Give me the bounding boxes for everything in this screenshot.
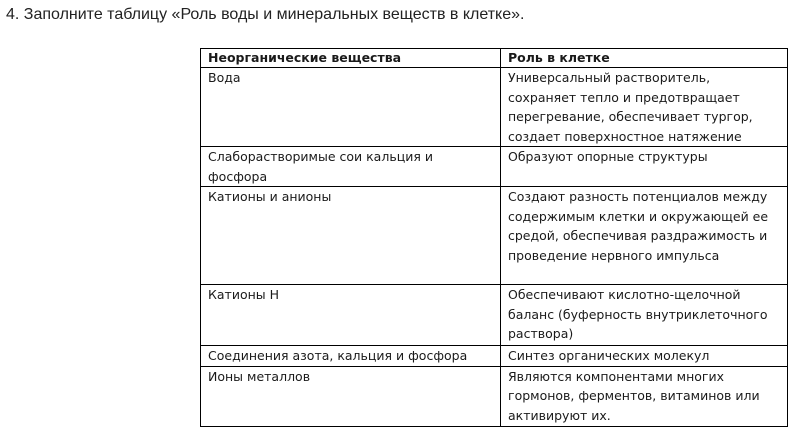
role-cell: Образуют опорные структуры <box>501 147 788 187</box>
header-role-in-cell: Роль в клетке <box>501 49 788 68</box>
table-row <box>201 285 788 346</box>
substance-cell: Слаборастворимые сои кальция и фосфора <box>201 147 501 187</box>
role-cell: Являются компонентами многих гормонов, ферментов, витаминов или активируют их. <box>501 366 788 426</box>
table-row <box>201 346 788 367</box>
role-cell: Универсальный растворитель, сохраняет тепло и предотвращает перегревание, обеспечивает тургор, создает поверхностное натяжение <box>501 68 788 147</box>
role-cell: Создают разность потенциалов между содержимым клетки и окружающей ее средой, обеспечивая раздражимость и проведение нервного импульса <box>501 187 788 285</box>
role-cell: Обеспечивают кислотно-щелочной баланс (буферность внутриклеточного раствора) <box>501 285 788 346</box>
substance-cell: Ионы металлов <box>201 366 501 426</box>
header-inorganic-substances: Неорганические вещества <box>201 49 501 68</box>
substance-cell: Катионы Н <box>201 285 501 346</box>
table-row <box>201 68 788 147</box>
substance-cell: Катионы и анионы <box>201 187 501 285</box>
table-row <box>201 147 788 187</box>
task-title: 4. Заполните таблицу «Роль воды и минеральных веществ в клетке». <box>6 6 525 23</box>
role-cell: Синтез органических молекул <box>501 346 788 367</box>
roles-table <box>200 48 788 427</box>
substance-cell: Вода <box>201 68 501 147</box>
table-row <box>201 366 788 426</box>
substance-cell: Соединения азота, кальция и фосфора <box>201 346 501 367</box>
table-row <box>201 187 788 285</box>
table-header-row <box>201 49 788 68</box>
